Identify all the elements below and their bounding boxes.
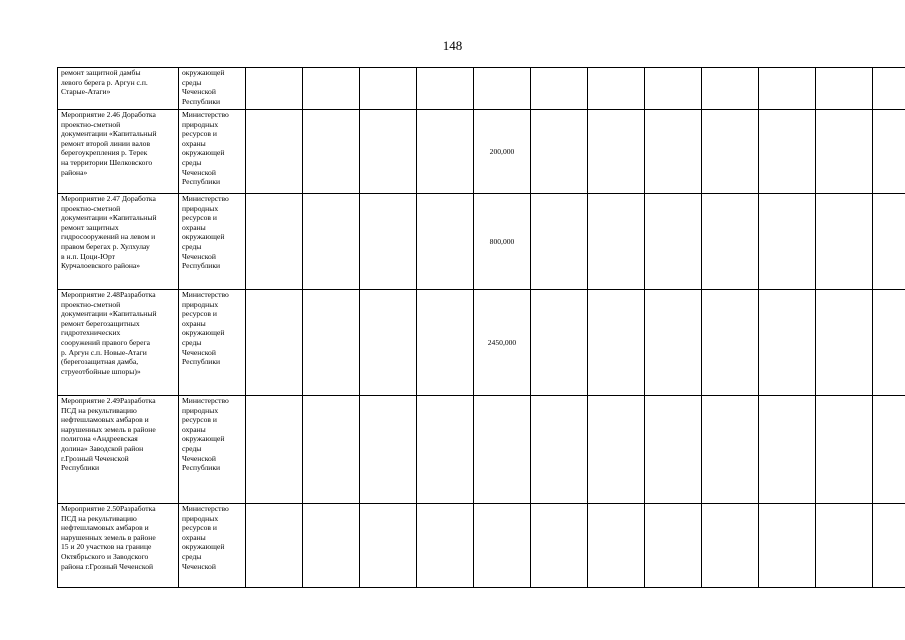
empty-cell xyxy=(588,194,645,290)
empty-cell xyxy=(417,504,474,588)
empty-cell xyxy=(588,68,645,110)
responsible-organization-cell xyxy=(179,504,246,588)
empty-cell xyxy=(531,68,588,110)
empty-cell xyxy=(417,194,474,290)
empty-cell xyxy=(531,110,588,194)
empty-cell xyxy=(588,290,645,396)
empty-cell xyxy=(702,290,759,396)
empty-cell xyxy=(759,396,816,504)
empty-cell xyxy=(816,194,873,290)
empty-cell xyxy=(303,68,360,110)
responsible-organization-cell xyxy=(179,194,246,290)
empty-cell xyxy=(531,194,588,290)
activity-description-cell xyxy=(58,290,179,396)
program-activities-table xyxy=(57,67,905,588)
responsible-organization: Министерство природных ресурсов и охраны окружающей среды Чеченской Республики xyxy=(182,194,229,271)
empty-cell xyxy=(645,110,702,194)
empty-cell xyxy=(303,396,360,504)
empty-cell xyxy=(702,504,759,588)
empty-cell xyxy=(303,110,360,194)
activity-description-cell xyxy=(58,504,179,588)
responsible-organization: Министерство природных ресурсов и охраны окружающей среды Чеченской Республики xyxy=(182,290,229,367)
activity-description: Мероприятие 2.49Разработка ПСД на рекультивацию нефтешламовых амбаров и нарушенных земель в районе полигона «Андреевская долина» Заводской район г.Грозный Чеченской Республики xyxy=(61,396,156,473)
empty-cell xyxy=(417,290,474,396)
empty-cell xyxy=(702,396,759,504)
funding-amount-cell xyxy=(474,504,531,588)
funding-amount-cell xyxy=(474,68,531,110)
table-row xyxy=(58,68,905,110)
empty-cell xyxy=(759,68,816,110)
funding-amount-cell xyxy=(474,110,531,194)
empty-cell xyxy=(645,194,702,290)
empty-cell xyxy=(873,396,905,504)
table-row xyxy=(58,194,905,290)
empty-cell xyxy=(816,110,873,194)
empty-cell xyxy=(417,396,474,504)
empty-cell xyxy=(360,290,417,396)
funding-amount: 2450,000 xyxy=(487,337,517,347)
responsible-organization: окружающей среды Чеченской Республики xyxy=(182,68,225,106)
funding-amount: 800,000 xyxy=(489,236,515,246)
funding-amount: 200,000 xyxy=(489,146,515,156)
empty-cell xyxy=(645,396,702,504)
empty-cell xyxy=(873,290,905,396)
empty-cell xyxy=(816,396,873,504)
responsible-organization-cell xyxy=(179,68,246,110)
responsible-organization-cell xyxy=(179,110,246,194)
empty-cell xyxy=(246,504,303,588)
empty-cell xyxy=(645,504,702,588)
empty-cell xyxy=(246,194,303,290)
empty-cell xyxy=(816,68,873,110)
empty-cell xyxy=(588,504,645,588)
empty-cell xyxy=(246,68,303,110)
table-row xyxy=(58,396,905,504)
empty-cell xyxy=(246,290,303,396)
empty-cell xyxy=(816,504,873,588)
empty-cell xyxy=(702,194,759,290)
activity-description-cell xyxy=(58,396,179,504)
responsible-organization-cell xyxy=(179,396,246,504)
empty-cell xyxy=(759,110,816,194)
empty-cell xyxy=(645,68,702,110)
empty-cell xyxy=(759,194,816,290)
empty-cell xyxy=(303,504,360,588)
empty-cell xyxy=(360,110,417,194)
empty-cell xyxy=(702,110,759,194)
empty-cell xyxy=(360,194,417,290)
activity-description: Мероприятие 2.48Разработка проектно-сметной документации «Капитальный ремонт берегозащитных гидротехнических сооружений правого берега р. Аргун с.п. Новые-Атаги (берегозащитная дамба, струеотбойные шпоры)» xyxy=(61,290,157,376)
activity-description-cell xyxy=(58,194,179,290)
empty-cell xyxy=(759,504,816,588)
activity-description: Мероприятие 2.50Разработка ПСД на рекультивацию нефтешламовых амбаров и нарушенных земель в районе 15 и 20 участков на границе Октябрьского и Заводского района г.Грозный Чеченской xyxy=(61,504,156,571)
empty-cell xyxy=(303,290,360,396)
empty-cell xyxy=(873,194,905,290)
empty-cell xyxy=(588,396,645,504)
empty-cell xyxy=(816,290,873,396)
empty-cell xyxy=(417,110,474,194)
activity-description: Мероприятие 2.47 Доработка проектно-сметной документации «Капитальный ремонт защитных гидросооружений на левом и правом берегах р. Хулхулау в н.п. Цоци-Юрт Курчалоевского района» xyxy=(61,194,157,271)
empty-cell xyxy=(588,110,645,194)
empty-cell xyxy=(246,110,303,194)
responsible-organization-cell xyxy=(179,290,246,396)
empty-cell xyxy=(531,290,588,396)
empty-cell xyxy=(702,68,759,110)
empty-cell xyxy=(873,504,905,588)
empty-cell xyxy=(417,68,474,110)
empty-cell xyxy=(873,68,905,110)
empty-cell xyxy=(645,290,702,396)
empty-cell xyxy=(303,194,360,290)
table-row xyxy=(58,290,905,396)
empty-cell xyxy=(759,290,816,396)
table-row xyxy=(58,110,905,194)
activity-description: Мероприятие 2.46 Доработка проектно-сметной документации «Капитальный ремонт второй линии валов берегоукрепления р. Терек на территории Шелковского района» xyxy=(61,110,157,177)
table-row xyxy=(58,504,905,588)
empty-cell xyxy=(531,396,588,504)
responsible-organization: Министерство природных ресурсов и охраны окружающей среды Чеченской Республики xyxy=(182,396,229,473)
activity-description: ремонт защитной дамбы левого берега р. Аргун с.п. Старые-Атаги» xyxy=(61,68,148,97)
activity-description-cell xyxy=(58,110,179,194)
page-number: 148 xyxy=(442,38,463,53)
empty-cell xyxy=(360,68,417,110)
funding-amount-cell xyxy=(474,194,531,290)
responsible-organization: Министерство природных ресурсов и охраны окружающей среды Чеченской Республики xyxy=(182,110,229,187)
activity-description-cell xyxy=(58,68,179,110)
empty-cell xyxy=(873,110,905,194)
empty-cell xyxy=(246,396,303,504)
empty-cell xyxy=(360,504,417,588)
empty-cell xyxy=(360,396,417,504)
responsible-organization: Министерство природных ресурсов и охраны окружающей среды Чеченской xyxy=(182,504,229,571)
funding-amount-cell xyxy=(474,396,531,504)
funding-amount-cell xyxy=(474,290,531,396)
empty-cell xyxy=(531,504,588,588)
